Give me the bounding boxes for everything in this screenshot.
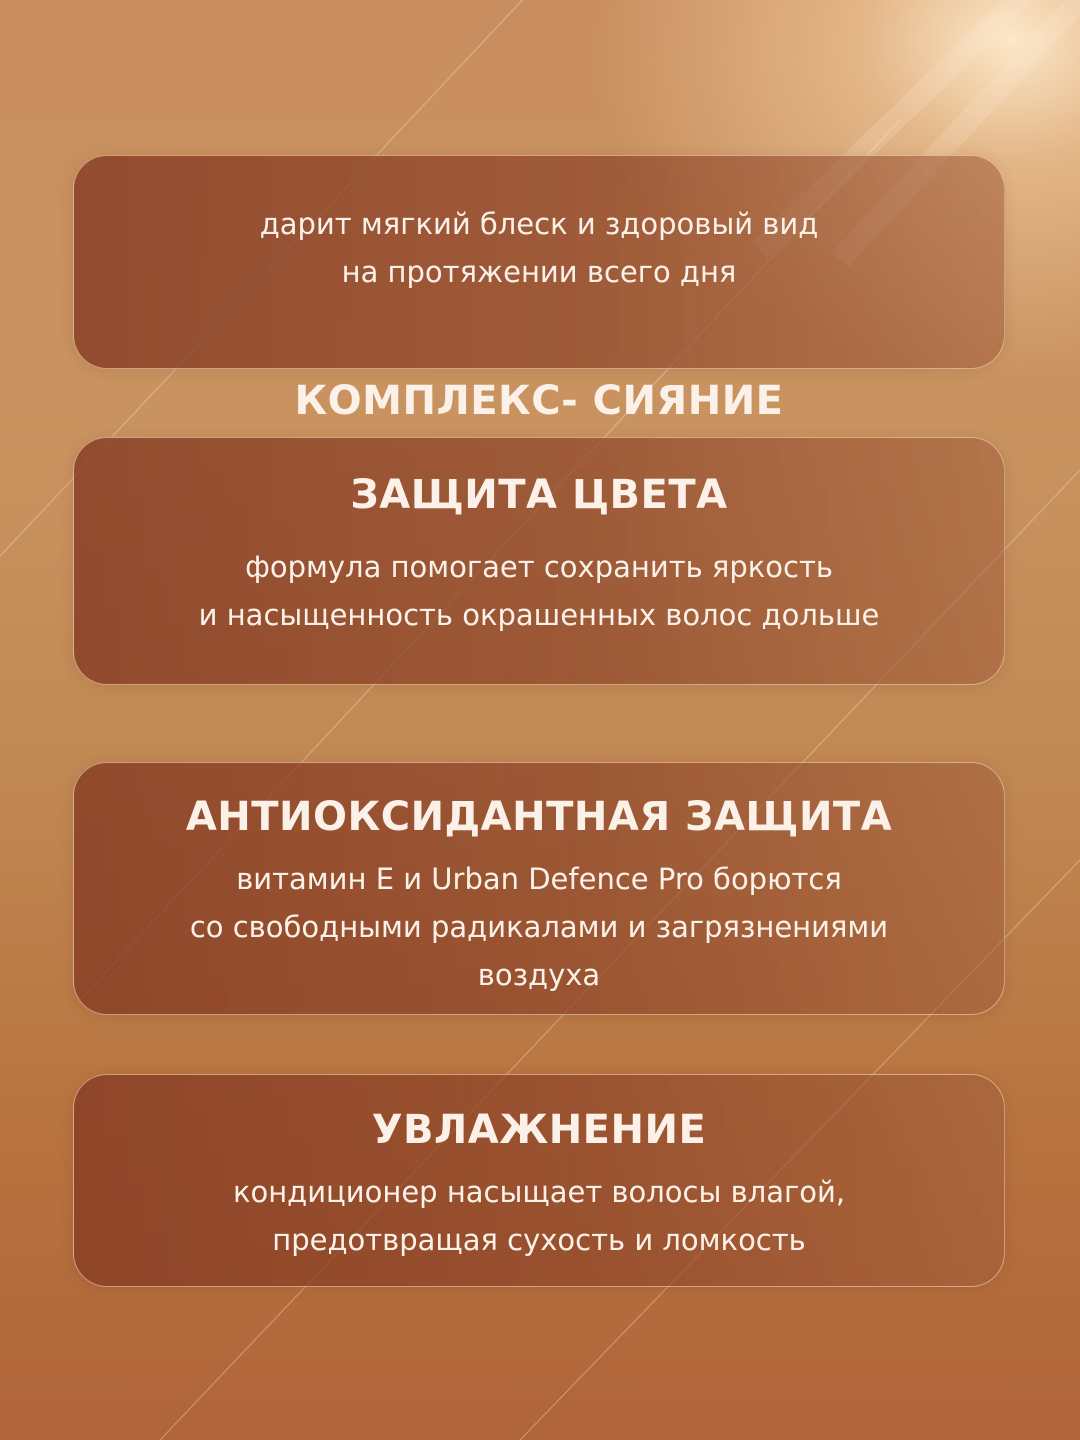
feature-card-color-protection: [73, 437, 1005, 685]
card-description-line: формула помогает сохранить яркость: [245, 550, 833, 584]
card-title: АНТИОКСИДАНТНАЯ ЗАЩИТА: [185, 794, 893, 840]
card-description: [74, 543, 1004, 639]
feature-card-moisturizing: [73, 1074, 1005, 1287]
card-description-line: витамин Е и Urban Defence Pro борются: [236, 862, 842, 896]
feature-card-radiance: [73, 155, 1005, 424]
card-description-line: на протяжении всего дня: [341, 255, 737, 289]
card-description-line: предотвращая сухость и ломкость: [272, 1223, 806, 1257]
feature-card-antioxidant: [73, 762, 1005, 1015]
card-title: ЗАЩИТА ЦВЕТА: [350, 472, 728, 518]
card-description-line: кондиционер насыщает волосы влагой,: [232, 1175, 846, 1209]
card-description: [74, 200, 1004, 296]
card-description-line: воздуха: [477, 958, 601, 992]
card-description-line: и насыщенность окрашенных волос дольше: [198, 598, 880, 632]
card-description-line: со свободными радикалами и загрязнениями: [189, 910, 889, 944]
card-title: КОМПЛЕКС- СИЯНИЕ: [294, 378, 784, 424]
card-title: УВЛАЖНЕНИЕ: [371, 1107, 707, 1153]
card-description: [74, 855, 1004, 999]
card-description-line: дарит мягкий блеск и здоровый вид: [259, 207, 819, 241]
card-description: [74, 1168, 1004, 1264]
